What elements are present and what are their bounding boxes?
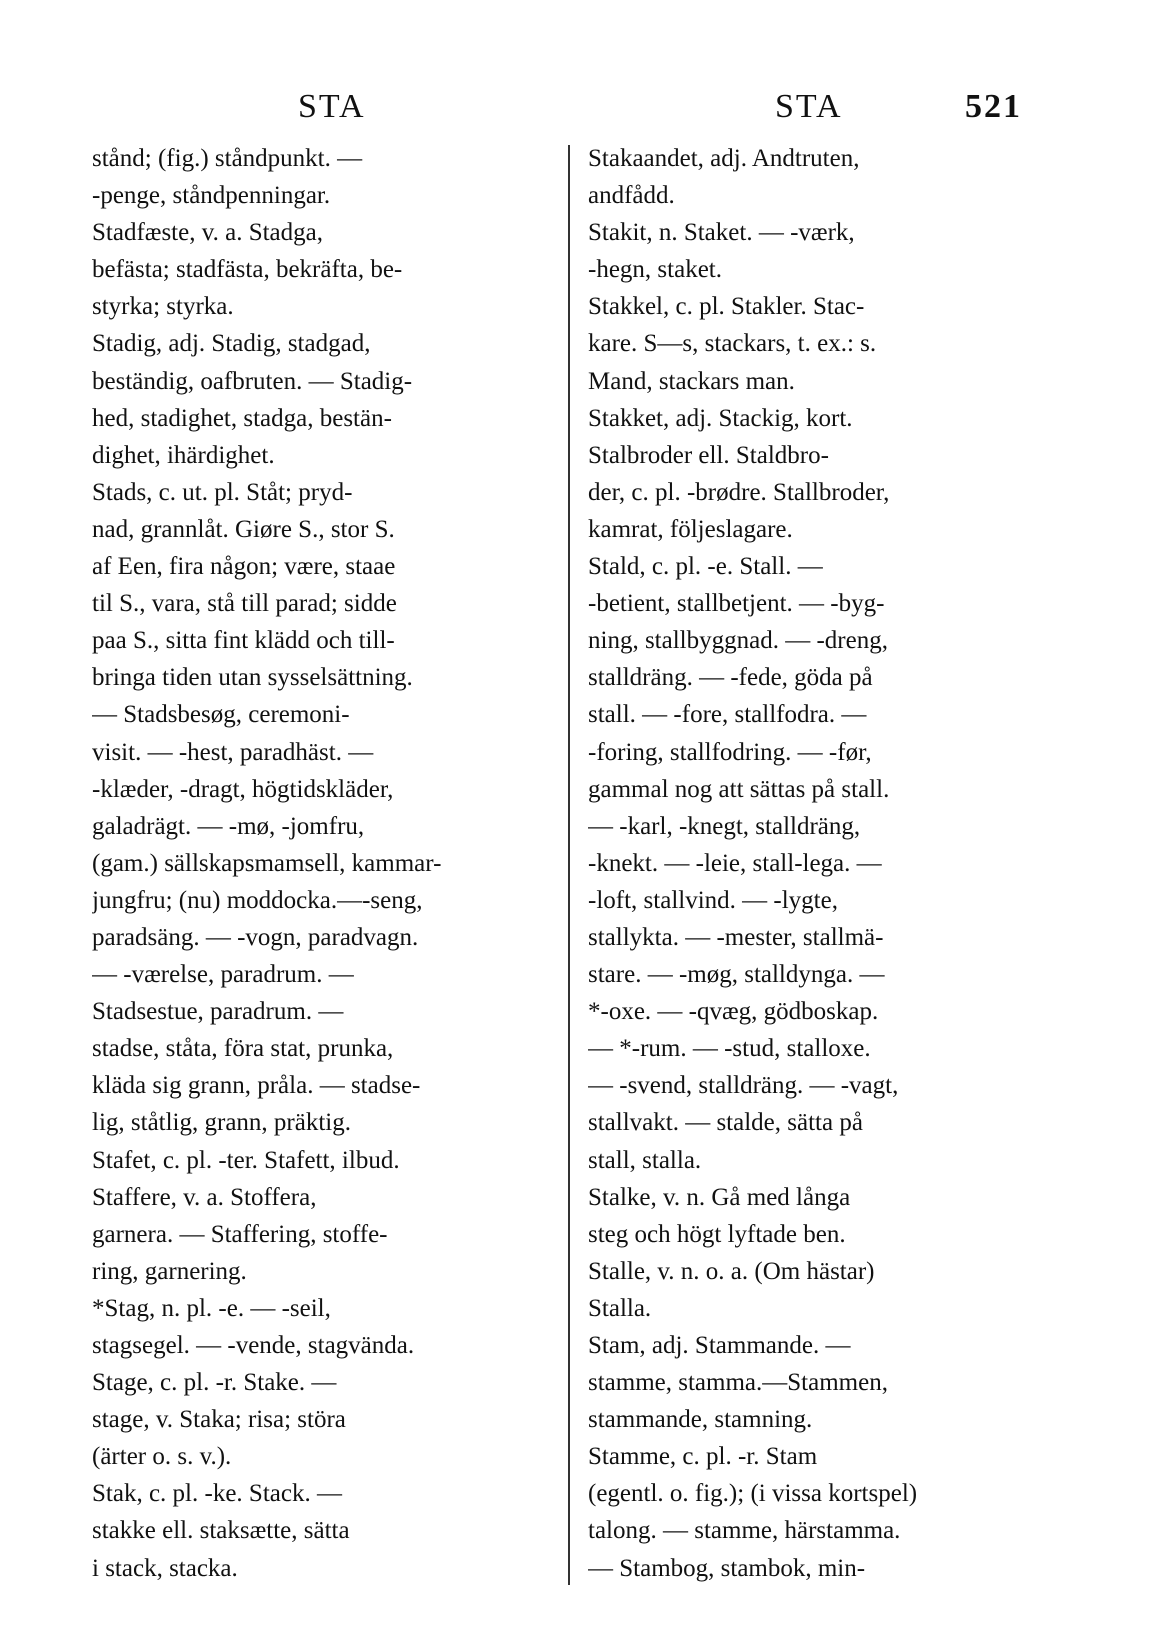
left-column-line: visit. — -hest, paradhäst. — xyxy=(92,738,374,766)
left-column-line: (ärter o. s. v.). xyxy=(92,1443,232,1471)
left-column-line: stakke ell. staksætte, sätta xyxy=(92,1517,350,1545)
running-head-left: STA xyxy=(298,88,366,125)
right-column-line: -hegn, staket. xyxy=(588,256,722,284)
left-column-line: stagsegel. — -vende, stagvända. xyxy=(92,1332,415,1359)
left-column-line: stånd; (fig.) ståndpunkt. — xyxy=(92,145,363,172)
left-column-line: Stak, c. pl. -ke. Stack. — xyxy=(92,1480,342,1508)
right-column-line: gammal nog att sättas på stall. xyxy=(588,775,890,803)
right-column-line: stallvakt. — stalde, sätta på xyxy=(588,1109,863,1137)
right-column-line: — -svend, stalldräng. — -vagt, xyxy=(588,1072,899,1100)
left-column-line: hed, stadighet, stadga, bestän- xyxy=(92,404,392,432)
left-column-line: paa S., sitta fint klädd och till- xyxy=(92,627,395,655)
left-column-line: dighet, ihärdighet. xyxy=(92,441,275,469)
right-column-line: stalldräng. — -fede, göda på xyxy=(588,664,873,692)
right-column-line: -foring, stallfodring. — -før, xyxy=(588,738,872,766)
left-column-line: garnera. — Staffering, stoffe- xyxy=(92,1220,388,1248)
left-column-line: Stage, c. pl. -r. Stake. — xyxy=(92,1369,337,1397)
right-column-line: kare. S—s, stackars, t. ex.: s. xyxy=(588,330,877,358)
left-column-line: befästa; stadfästa, bekräfta, be- xyxy=(92,256,403,284)
right-column-line: Mand, stackars man. xyxy=(588,367,795,395)
left-column-line: bringa tiden utan sysselsättning. xyxy=(92,664,413,692)
right-column-line: stamme, stamma.—Stammen, xyxy=(588,1369,888,1397)
left-column-line: til S., vara, stå till parad; sidde xyxy=(92,590,397,618)
right-column-line: talong. — stamme, härstamma. xyxy=(588,1517,901,1545)
left-column-line: i stack, stacka. xyxy=(92,1554,238,1582)
running-head-right: STA xyxy=(775,88,843,125)
page-number: 521 xyxy=(965,88,1022,125)
right-column-line: Stakaandet, adj. Andtruten, xyxy=(588,145,860,172)
right-column-line: stare. — -møg, stalldynga. — xyxy=(588,961,885,989)
left-column-line: beständig, oafbruten. — Stadig- xyxy=(92,367,413,395)
right-column-line: andfådd. xyxy=(588,182,675,210)
right-column-line: Stalbroder ell. Staldbro- xyxy=(588,441,829,469)
left-column-line: -klæder, -dragt, högtidskläder, xyxy=(92,775,394,803)
right-column-line: — -karl, -knegt, stalldräng, xyxy=(588,812,861,840)
left-column-line: styrka; styrka. xyxy=(92,293,234,321)
right-column-line: stall. — -fore, stallfodra. — xyxy=(588,701,867,729)
left-column-line: kläda sig grann, pråla. — stadse- xyxy=(92,1072,421,1100)
right-column-line: Stamme, c. pl. -r. Stam xyxy=(588,1443,818,1471)
left-column-line: (gam.) sällskapsmamsell, kammar- xyxy=(92,849,442,877)
right-column-line: steg och högt lyftade ben. xyxy=(588,1220,846,1248)
left-column-line: Staffere, v. a. Stoffera, xyxy=(92,1183,317,1211)
left-column-line: — -værelse, paradrum. — xyxy=(92,961,354,989)
left-column-line: lig, ståtlig, grann, präktig. xyxy=(92,1109,351,1137)
left-column-line: Stadsestue, paradrum. — xyxy=(92,998,344,1026)
left-column-line: — Stadsbesøg, ceremoni- xyxy=(92,701,350,729)
left-column-line: nad, grannlåt. Giøre S., stor S. xyxy=(92,515,395,543)
left-column-line: af Een, fira någon; være, staae xyxy=(92,553,396,581)
right-column-line: -loft, stallvind. — -lygte, xyxy=(588,886,838,914)
right-column-line: stallykta. — -mester, stallmä- xyxy=(588,923,884,951)
right-column-line: stammande, stamning. xyxy=(588,1406,813,1434)
left-column-line: Stadfæste, v. a. Stadga, xyxy=(92,219,323,247)
right-column-line: stall, stalla. xyxy=(588,1146,702,1174)
left-column-line: galadrägt. — -mø, -jomfru, xyxy=(92,812,365,840)
right-column-line: Stalla. xyxy=(588,1294,652,1322)
right-column-line: Stalke, v. n. Gå med långa xyxy=(588,1183,851,1211)
right-column-line: — *-rum. — -stud, stalloxe. xyxy=(588,1035,871,1063)
left-column-line: Stafet, c. pl. -ter. Stafett, ilbud. xyxy=(92,1146,400,1174)
left-column-line: stadse, ståta, föra stat, prunka, xyxy=(92,1035,394,1063)
right-column-line: Stakkel, c. pl. Stakler. Stac- xyxy=(588,293,865,321)
right-column-line: -betient, stallbetjent. — -byg- xyxy=(588,590,885,618)
right-column-line: ning, stallbyggnad. — -dreng, xyxy=(588,627,888,655)
right-column-line: *-oxe. — -qvæg, gödboskap. xyxy=(588,998,879,1026)
left-column-line: Stadig, adj. Stadig, stadgad, xyxy=(92,330,371,358)
right-column-line: Stalle, v. n. o. a. (Om hästar) xyxy=(588,1257,875,1285)
right-column xyxy=(588,140,1058,1587)
left-column-line: Stads, c. ut. pl. Ståt; pryd- xyxy=(92,478,353,506)
left-column-line: -penge, ståndpenningar. xyxy=(92,182,331,210)
right-column-line: (egentl. o. fig.); (i vissa kortspel) xyxy=(588,1480,918,1508)
left-column xyxy=(92,140,552,1587)
left-column-line: stage, v. Staka; risa; störa xyxy=(92,1406,346,1434)
right-column-line: Stakket, adj. Stackig, kort. xyxy=(588,404,853,432)
right-column-line: der, c. pl. -brødre. Stallbroder, xyxy=(588,478,890,506)
left-column-line: ring, garnering. xyxy=(92,1257,247,1285)
right-column-line: Stam, adj. Stammande. — xyxy=(588,1332,851,1359)
left-column-line: jungfru; (nu) moddocka.—-seng, xyxy=(92,886,423,914)
left-column-line: paradsäng. — -vogn, paradvagn. xyxy=(92,923,419,951)
column-divider xyxy=(568,145,570,1585)
right-column-line: — Stambog, stambok, min- xyxy=(588,1554,866,1582)
right-column-line: -knekt. — -leie, stall-lega. — xyxy=(588,849,882,877)
left-column-line: *Stag, n. pl. -e. — -seil, xyxy=(92,1294,331,1322)
right-column-line: Stald, c. pl. -e. Stall. — xyxy=(588,553,823,581)
right-column-line: kamrat, följeslagare. xyxy=(588,515,793,543)
right-column-line: Stakit, n. Staket. — -værk, xyxy=(588,219,855,247)
